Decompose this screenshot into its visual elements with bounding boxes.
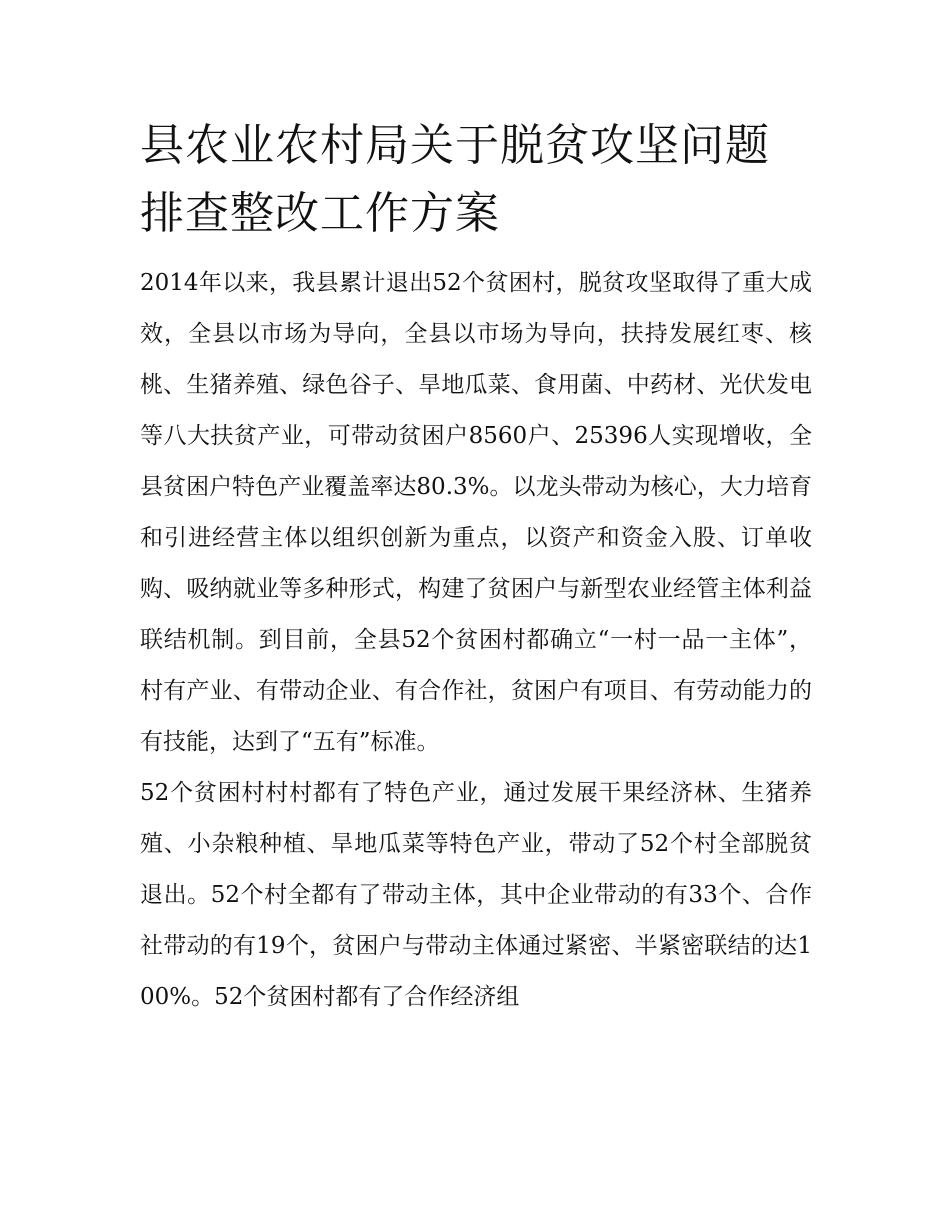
document-title: 县农业农村局关于脱贫攻坚问题排查整改工作方案 <box>140 120 770 239</box>
body-paragraph: 2014年以来，我县累计退出52个贫困村，脱贫攻坚取得了重大成效，全县以市场为导向，全县以市场为导向，扶持发展红枣、核桃、生猪养殖、绿色谷子、旱地瓜菜、食用菌、中药材、光伏发电等八大扶贫产业，可带动贫困户8560户、25396人实现增收，全县贫困户特色产业覆盖率达80.3%。以龙头带动为核心，大力培育和引进经营主体以组织创新为重点，以资产和资金入股、订单收购、吸纳就业等多种形式，构建了贫困户与新型农业经管主体利益联结机制。到目前，全县52个贫困村都确立“一村一品一主体”，村有产业、有带动企业、有合作社，贫困户有项目、有劳动能力的有技能，达到了“五有”标准。 <box>140 270 812 755</box>
body-paragraph: 52个贫困村村村都有了特色产业，通过发展干果经济林、生猪养殖、小杂粮种植、旱地瓜菜等特色产业，带动了52个村全部脱贫退出。52个村全都有了带动主体，其中企业带动的有33个、合作社带动的有19个，贫困户与带动主体通过紧密、半紧密联结的达100%。52个贫困村都有了合作经济组 <box>140 780 812 1010</box>
